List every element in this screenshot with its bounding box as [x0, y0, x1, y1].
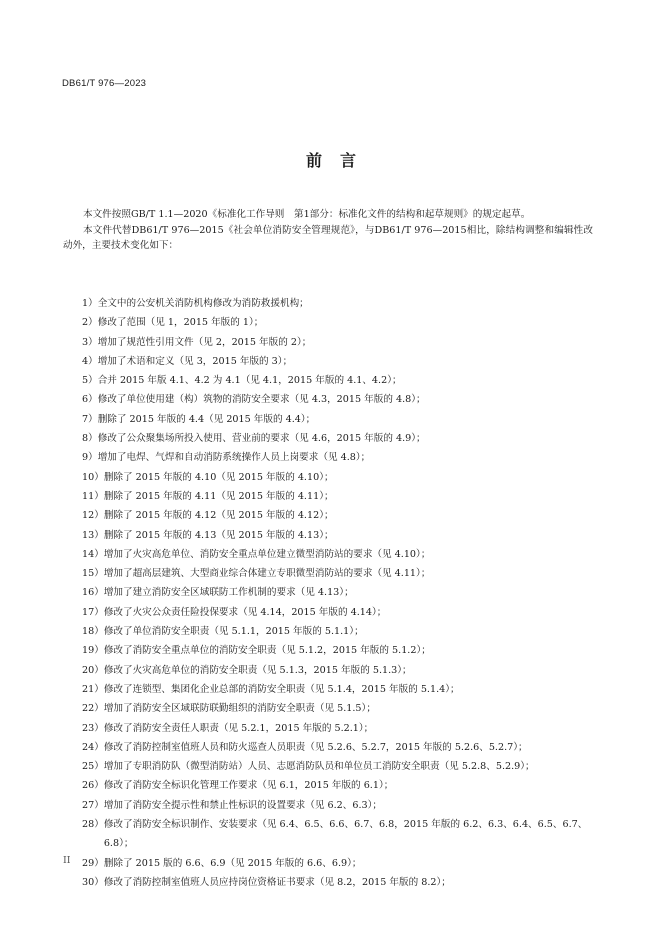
list-item [82, 699, 594, 718]
item-number: 6） [82, 394, 98, 406]
item-text: 删除了 2015 版的 6.6、6.9（见 2015 年版的 6.6、6.9）； [103, 857, 362, 869]
item-number: 18） [82, 626, 104, 638]
list-item [82, 776, 594, 795]
item-number: 10） [82, 471, 104, 483]
list-item [82, 352, 594, 371]
item-number: 3） [82, 336, 98, 348]
item-text: 增加了电焊、气焊和自动消防系统操作人员上岗要求（见 4.8）； [97, 452, 371, 464]
list-item [82, 294, 594, 313]
list-item [82, 815, 594, 854]
standard-code: DB61/T 976—2023 [62, 78, 147, 89]
item-text: 修改了单位消防安全职责（见 5.1.1，2015 年版的 5.1.1）； [103, 626, 364, 638]
item-number: 29） [82, 857, 104, 869]
item-number: 11） [82, 490, 104, 502]
item-number: 20） [82, 664, 104, 676]
intro-paragraph: 本文件按照GB/T 1.1—2020《标准化工作导则 第1部分：标准化文件的结构和起草规则》的规定起草。 [83, 209, 531, 220]
list-item [82, 333, 594, 352]
item-text: 删除了 2015 年版的 4.13（见 2015 年版的 4.13）； [103, 529, 334, 541]
item-text: 增加了术语和定义（见 3，2015 年版的 3）； [97, 355, 293, 367]
item-number: 27） [82, 799, 104, 811]
item-text: 增加了火灾高危单位、消防安全重点单位建立微型消防站的要求（见 4.10）； [103, 548, 431, 560]
item-number: 4） [82, 355, 98, 367]
item-text: 删除了 2015 年版的 4.11（见 2015 年版的 4.11）； [103, 490, 334, 502]
list-item [82, 371, 594, 390]
list-item [82, 661, 594, 680]
technical-changes-list [82, 294, 594, 892]
item-text: 修改了火灾高危单位的消防安全职责（见 5.1.3，2015 年版的 5.1.3）； [103, 664, 412, 676]
list-item [82, 390, 594, 409]
item-number: 23） [82, 722, 104, 734]
item-text: 删除了 2015 年版的 4.10（见 2015 年版的 4.10）； [103, 471, 334, 483]
item-text: 修改了消防安全重点单位的消防安全职责（见 5.1.2，2015 年版的 5.1.2）； [103, 645, 431, 657]
item-text: 全文中的公安机关消防机构修改为消防救援机构； [97, 298, 309, 309]
item-text: 增加了消防安全提示性和禁止性标识的设置要求（见 6.2、6.3）； [103, 799, 383, 811]
item-number: 2） [82, 317, 98, 329]
list-item [82, 506, 594, 525]
list-item [82, 603, 594, 622]
item-number: 25） [82, 761, 104, 773]
item-text: 删除了 2015 年版的 4.4（见 2015 年版的 4.4）； [97, 413, 316, 425]
item-number: 12） [82, 510, 104, 522]
intro-paragraph: 本文件代替DB61/T 976—2015《社会单位消防安全管理规范》，与DB61/T 976—2015相比，除结构调整和编辑性改动外，主要技术变化如下： [63, 224, 593, 251]
item-number: 28） [82, 819, 104, 831]
item-number: 14） [82, 548, 104, 560]
list-item [82, 796, 594, 815]
item-number: 8） [82, 433, 98, 445]
item-text: 修改了范围（见 1，2015 年版的 1）； [97, 317, 264, 329]
item-text: 修改了消防安全责任人职责（见 5.2.1，2015 年版的 5.2.1）； [103, 722, 374, 734]
item-text: 增加了超高层建筑、大型商业综合体建立专职微型消防站的要求（见 4.11）； [103, 568, 431, 580]
item-text: 修改了连锁型、集团化企业总部的消防安全职责（见 5.1.4，2015 年版的 5.1.4）； [103, 683, 460, 695]
list-item [82, 487, 594, 506]
item-number: 9） [82, 452, 98, 464]
list-item [82, 583, 594, 602]
list-item [82, 622, 594, 641]
item-text: 修改了火灾公众责任险投保要求（见 4.14，2015 年版的 4.14）； [103, 606, 387, 618]
item-number: 13） [82, 529, 104, 541]
item-number: 24） [82, 741, 104, 753]
intro-section [63, 207, 593, 254]
page-number: II [63, 855, 71, 866]
item-number: 7） [82, 413, 98, 425]
item-text: 增加了消防安全区域联防联勤组织的消防安全职责（见 5.1.5）； [103, 703, 376, 715]
list-item [82, 545, 594, 564]
item-number: 1） [82, 298, 98, 309]
list-item [82, 854, 594, 873]
list-item [82, 738, 594, 757]
list-item [82, 680, 594, 699]
item-number: 26） [82, 780, 104, 792]
item-text: 修改了公众聚集场所投入使用、营业前的要求（见 4.6，2015 年版的 4.9）； [97, 433, 426, 445]
item-number: 17） [82, 606, 104, 618]
list-item [82, 564, 594, 583]
item-number: 15） [82, 568, 104, 580]
item-text: 删除了 2015 年版的 4.12（见 2015 年版的 4.12）； [103, 510, 334, 522]
page-title: 前言 [305, 151, 374, 170]
list-item [82, 448, 594, 467]
list-item [82, 873, 594, 892]
list-item [82, 429, 594, 448]
list-item [82, 641, 594, 660]
item-text: 修改了单位使用建（构）筑物的消防安全要求（见 4.3，2015 年版的 4.8）； [97, 394, 426, 406]
item-text: 合并 2015 年版 4.1、4.2 为 4.1（见 4.1，2015 年版的 4.1、4.2）； [97, 375, 402, 387]
list-item [82, 410, 594, 429]
item-number: 5） [82, 375, 98, 387]
item-text: 增加了规范性引用文件（见 2，2015 年版的 2）； [97, 336, 312, 348]
item-text: 修改了消防安全标识制作、安装要求（见 6.4、6.5、6.6、6.7、6.8，2015 年版的 6.2、6.3、6.4、6.5、6.7、6.8）； [103, 819, 588, 850]
list-item [82, 757, 594, 776]
item-number: 21） [82, 683, 104, 695]
list-item [82, 526, 594, 545]
item-text: 增加了建立消防安全区域联防工作机制的要求（见 4.13）； [103, 587, 354, 599]
list-item [82, 468, 594, 487]
list-item [82, 313, 594, 332]
item-number: 19） [82, 645, 104, 657]
item-text: 修改了消防控制室值班人员和防火巡查人员职责（见 5.2.6、5.2.7，2015 年版的 5.2.6、5.2.7）； [103, 741, 528, 753]
item-number: 30） [82, 876, 104, 888]
item-text: 增加了专职消防队（微型消防站）人员、志愿消防队员和单位员工消防安全职责（见 5.2.8、5.2.9）； [103, 761, 535, 773]
item-text: 修改了消防控制室值班人员应持岗位资格证书要求（见 8.2，2015 年版的 8.2）； [103, 876, 451, 888]
item-text: 修改了消防安全标识化管理工作要求（见 6.1，2015 年版的 6.1）； [103, 780, 394, 792]
item-number: 16） [82, 587, 104, 599]
list-item [82, 719, 594, 738]
item-number: 22） [82, 703, 104, 715]
